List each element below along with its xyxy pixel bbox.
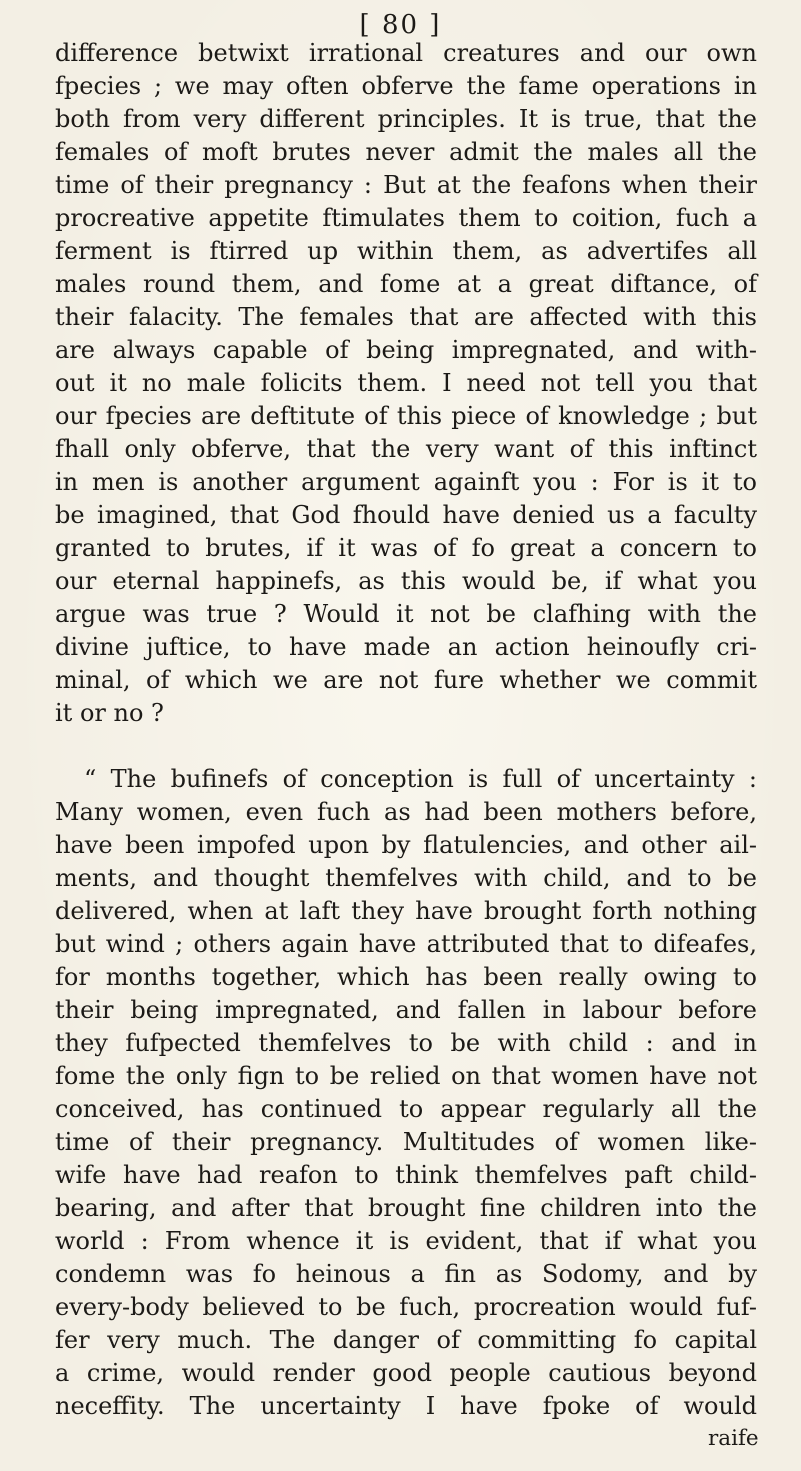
text-line: wife have had reafon to think themfelves paft child- <box>55 1161 757 1189</box>
text-line: fer very much. The danger of committing fo capital <box>55 1326 757 1354</box>
text-line: bearing, and after that brought fine children into the <box>55 1194 757 1222</box>
text-line: are always capable of being impregnated, and with- <box>55 336 757 364</box>
text-line: both from very different principles. It is true, that the <box>55 105 757 133</box>
text-line: condemn was fo heinous a fin as Sodomy, and by <box>55 1260 757 1288</box>
text-line: it or no ? <box>55 699 164 727</box>
text-line: ments, and thought themfelves with child, and to be <box>55 864 757 892</box>
text-line: divine juftice, to have made an action heinoufly cri- <box>55 633 757 661</box>
text-line: be imagined, that God fhould have denied us a faculty <box>55 501 757 529</box>
text-line: fpecies ; we may often obferve the fame operations in <box>55 72 757 100</box>
text-line: their being impregnated, and fallen in labour before <box>55 996 757 1024</box>
text-line: for months together, which has been really owing to <box>55 963 757 991</box>
text-line: females of moft brutes never admit the males all the <box>55 138 757 166</box>
text-line: argue was true ? Would it not be clafhing with the <box>55 600 757 628</box>
text-line: difference betwixt irrational creatures and our own <box>55 39 757 67</box>
text-line: ferment is ftirred up within them, as advertifes all <box>55 237 757 265</box>
text-line: fome the only fign to be relied on that women have not <box>55 1062 757 1090</box>
text-line: they fufpected themfelves to be with child : and in <box>55 1029 757 1057</box>
text-line: neceffity. The uncertainty I have fpoke of would <box>55 1392 757 1420</box>
text-line: minal, of which we are not fure whether we commit <box>55 666 757 694</box>
text-line: but wind ; others again have attributed that to difeafes, <box>55 930 757 958</box>
text-line: in men is another argument againft you : For is it to <box>55 468 757 496</box>
text-line: their falacity. The females that are affected with this <box>55 303 757 331</box>
text-line: procreative appetite ftimulates them to coition, fuch a <box>55 204 757 232</box>
text-line: our eternal happinefs, as this would be, if what you <box>55 567 757 595</box>
text-line: world : From whence it is evident, that if what you <box>55 1227 757 1255</box>
text-line: Many women, even fuch as had been mothers before, <box>55 798 757 826</box>
text-line: our fpecies are deftitute of this piece of knowledge ; but <box>55 402 757 430</box>
text-line: “ The bufinefs of conception is full of uncertainty : <box>84 765 757 793</box>
text-line: time of their pregnancy. Multitudes of women like- <box>55 1128 757 1156</box>
text-line: a crime, would render good people cautious beyond <box>55 1359 757 1387</box>
text-line: delivered, when at laft they have brought forth nothing <box>55 897 757 925</box>
text-line: fhall only obferve, that the very want of this inftinct <box>55 435 757 463</box>
text-line: out it no male folicits them. I need not tell you that <box>55 369 757 397</box>
text-line: males round them, and fome at a great diftance, of <box>55 270 757 298</box>
text-line: every-body believed to be fuch, procreation would fuf- <box>55 1293 757 1321</box>
text-line: have been impofed upon by flatulencies, and other ail- <box>55 831 757 859</box>
catchword: raife <box>708 1426 759 1451</box>
text-line: conceived, has continued to appear regularly all the <box>55 1095 757 1123</box>
page-number: [ 80 ] <box>359 10 442 40</box>
text-line: granted to brutes, if it was of fo great a concern to <box>55 534 757 562</box>
text-line: time of their pregnancy : But at the feafons when their <box>55 171 757 199</box>
